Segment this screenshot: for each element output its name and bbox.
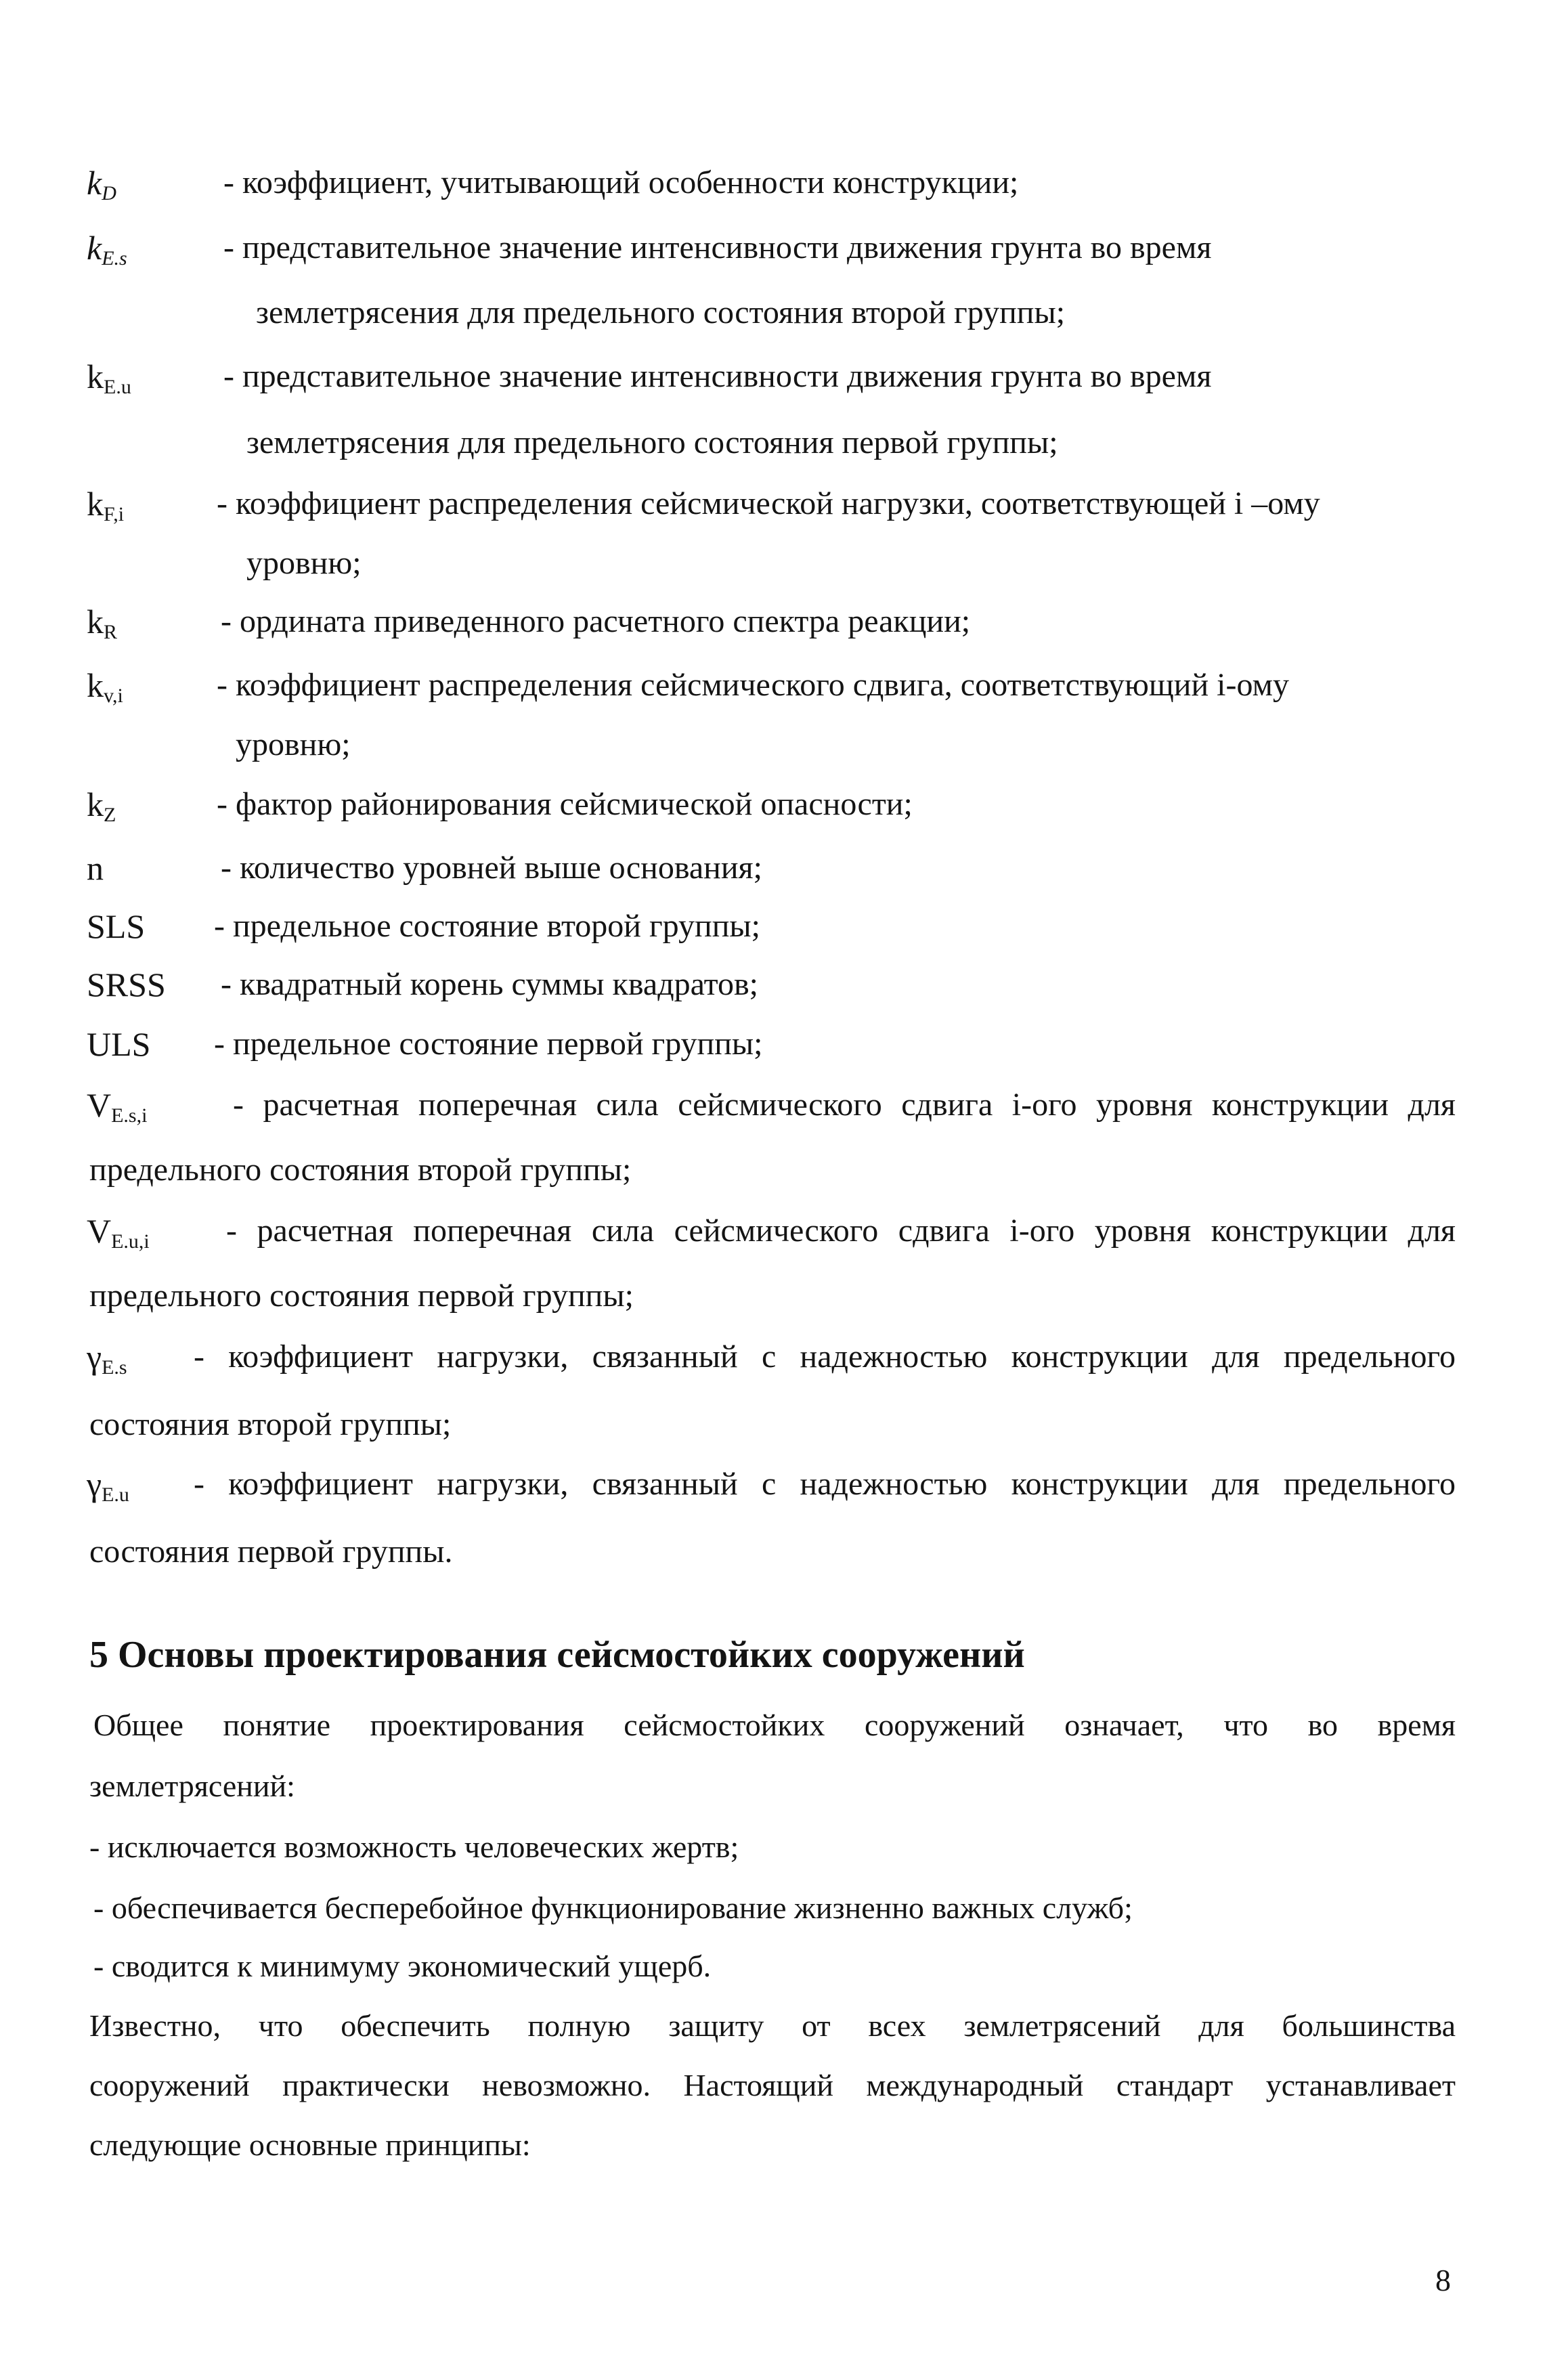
symbol: $V_{E.s,i}$ bbox=[87, 1086, 148, 1127]
symbol: SRSS bbox=[87, 966, 166, 1003]
definition-text: - представительное значение интенсивности движения грунта во время bbox=[223, 358, 1212, 394]
definition-text: - коэффициент, учитывающий особенности конструкции; bbox=[223, 165, 1019, 200]
definition-text: - предельное состояние второй группы; bbox=[214, 908, 760, 944]
definition-text: - коэффициент распределения сейсмической нагрузки, соответствующей i –ому bbox=[217, 485, 1320, 521]
definition-text: - предельное состояние первой группы; bbox=[214, 1026, 763, 1062]
symbol: $\gamma_{E.s}$ bbox=[87, 1338, 127, 1379]
page-number: 8 bbox=[1435, 2263, 1451, 2297]
symbol: n bbox=[87, 849, 104, 887]
definition-text: - расчетная поперечная сила сейсмического сдвига i-ого уровня конструкции для bbox=[226, 1213, 1456, 1249]
symbol: $k_{v,i}$ bbox=[87, 666, 123, 707]
symbol: $k_D$ bbox=[87, 164, 116, 204]
symbol: $\gamma_{E.u}$ bbox=[87, 1465, 129, 1506]
symbol: $k_{E.s}$ bbox=[87, 229, 127, 269]
symbol: $V_{E.u,i}$ bbox=[87, 1212, 150, 1253]
section-heading: 5 Основы проектирования сейсмостойких сооружений bbox=[89, 1634, 1025, 1676]
symbol: SLS bbox=[87, 907, 146, 945]
symbol: ULS bbox=[87, 1025, 151, 1063]
definition-text: - коэффициент распределения сейсмического сдвига, соответствующий i-ому bbox=[217, 667, 1289, 703]
definition-text: - расчетная поперечная сила сейсмического сдвига i-ого уровня конструкции для bbox=[233, 1087, 1456, 1123]
symbol: $k_R$ bbox=[87, 603, 118, 643]
definition-text: - ордината приведенного расчетного спектра реакции; bbox=[221, 603, 971, 639]
symbol: $k_Z$ bbox=[87, 785, 116, 826]
document-page: $k_D$ - коэффициент, учитывающий особенности конструкции; $k_{E.s}$ - представительное значение интенсивности движения грунта во время землетрясения для предельного состояния второй группы; $k_{E.u}$ - представительное значение интенсивности движения грунта во время землетрясения для предельного состояния первой группы; $k_{F,i}$ - коэффициент распределения сейсмической нагрузки, соответствующей i –ому уровню; $k_R$ - ордината приведенного расчетного спектра реакции; $k_{v,i}$ - коэффициент распределения сейсмического сдвига, соответствующий i-ому уровню; $k_Z$ - фактор районирования сейсмической опасности; n - количество уровней выше основания; SLS - предельное состояние второй группы; SRSS - квадратный корень суммы квадратов; ULS - предельное состояние первой группы; $V_{E.s,i}$ - расчетная поперечная сила сейсмического сдвига i-ого уровня конструкции для предельного состояния второй группы; $V_{E.u,i}$ - расчетная поперечная сила сейсмического сдвига i-ого уровня конструкции для предельного состояния первой группы; $\gamma_{E.s}$ - коэффициент нагрузки, связанный с надежностью конструкции для предельного состояния второй группы; $\gamma_{E.u}$ - коэффициент нагрузки, связанный с надежностью конструкции для предельного состояния первой группы. 5 Основы проектирования сейсмостойких сооружений Общее понятие проектирования сейсмостойких сооружений означает, что во время землетрясений: - исключается возможность человеческих жертв; - обеспечивается бесперебойное функционирование жизненно важных служб; - сводится к минимуму экономический ущерб. Известно, что обеспечить полную защиту от всех землетрясений для большинства сооружений практически невозможно. Настоящий международный стандарт устанавливает следующие основные принципы: 8 bbox=[0, 0, 1568, 2380]
symbol: $k_{F,i}$ bbox=[87, 485, 125, 525]
definition-text: - количество уровней выше основания; bbox=[221, 850, 762, 886]
definition-text: - коэффициент нагрузки, связанный с надежностью конструкции для предельного bbox=[194, 1466, 1456, 1502]
definition-text: - коэффициент нагрузки, связанный с надежностью конструкции для предельного bbox=[194, 1339, 1456, 1375]
definition-text: - фактор районирования сейсмической опасности; bbox=[217, 786, 913, 822]
symbol: $k_{E.u}$ bbox=[87, 358, 131, 398]
definition-text: - представительное значение интенсивности движения грунта во время bbox=[223, 230, 1212, 265]
definition-text: - квадратный корень суммы квадратов; bbox=[221, 966, 759, 1002]
